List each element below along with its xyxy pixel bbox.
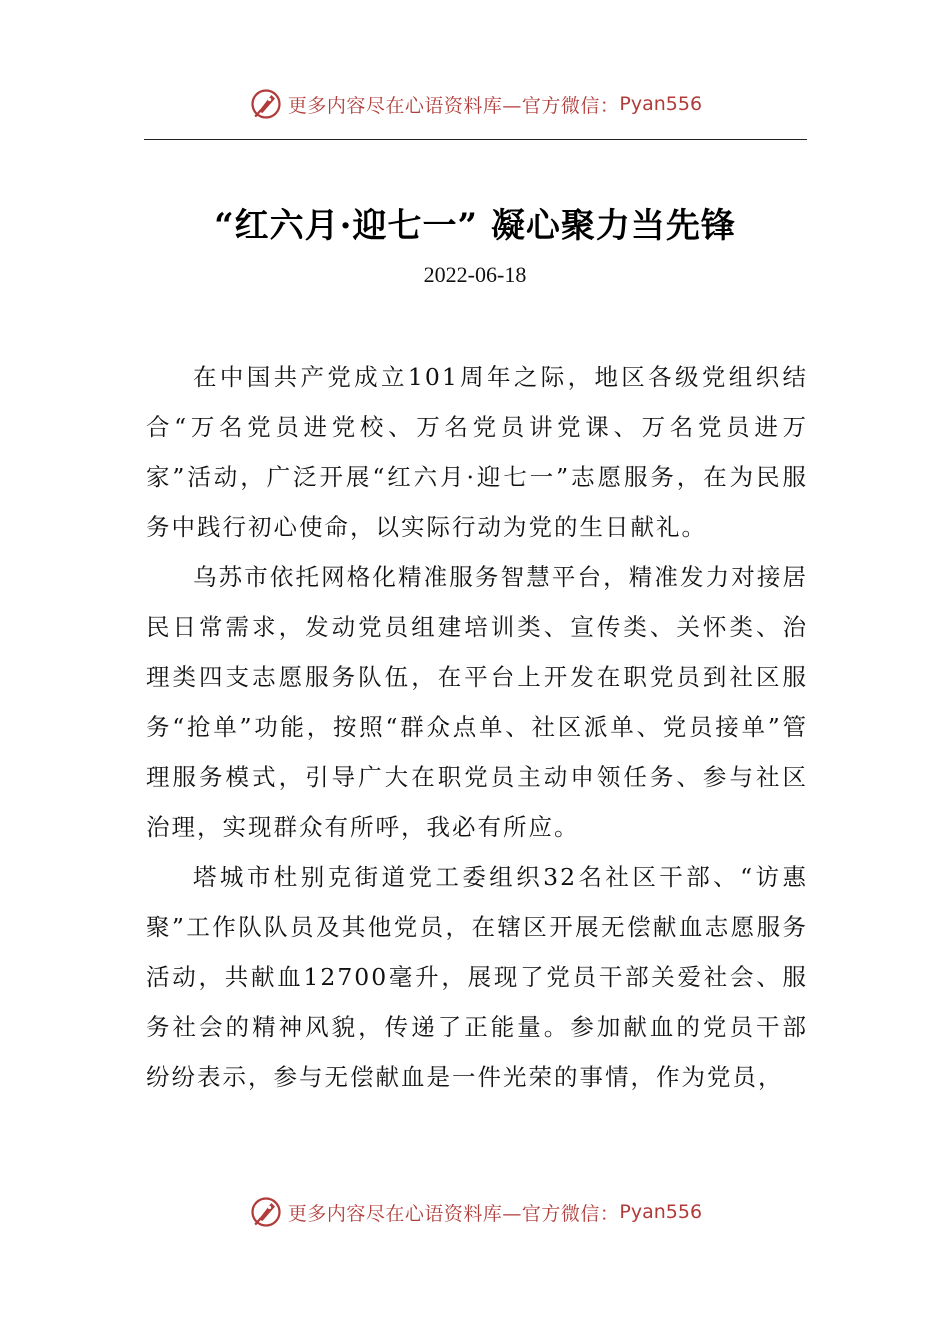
document-body	[146, 352, 808, 1102]
document-title: “红六月·迎七一” 凝心聚力当先锋	[214, 206, 736, 246]
pen-nib-logo-icon	[248, 86, 284, 122]
footer-banner-text: 更多内容尽在心语资料库—官方微信：	[287, 1202, 620, 1225]
document-date: 2022-06-18	[423, 262, 527, 287]
pen-nib-logo-icon	[248, 1194, 284, 1230]
header-banner	[0, 82, 950, 126]
header-divider	[144, 139, 807, 140]
paragraph: 在中国共产党成立101周年之际，地区各级党组织结合“万名党员进党校、万名党员讲党课、万名党员进万家”活动，广泛开展“红六月·迎七一”志愿服务，在为民服务中践行初心使命，以实际行动为党的生日献礼。	[146, 363, 808, 541]
paragraph: 乌苏市依托网格化精准服务智慧平台，精准发力对接居民日常需求，发动党员组建培训类、宣传类、关怀类、治理类四支志愿服务队伍，在平台上开发在职党员到社区服务“抢单”功能，按照“群众点单、社区派单、党员接单”管理服务模式，引导广大在职党员主动申领任务、参与社区治理，实现群众有所呼，我必有所应。	[146, 563, 808, 841]
footer-banner	[0, 1190, 950, 1234]
header-banner-text: 更多内容尽在心语资料库—官方微信：	[287, 94, 620, 117]
paragraph: 塔城市杜别克街道党工委组织32名社区干部、“访惠聚”工作队队员及其他党员，在辖区开展无偿献血志愿服务活动，共献血12700毫升，展现了党员干部关爱社会、服务社会的精神风貌，传递了正能量。参加献血的党员干部纷纷表示，参与无偿献血是一件光荣的事情，作为党员，	[146, 863, 808, 1091]
footer-wechat-id: Pyan556	[619, 1201, 703, 1223]
header-wechat-id: Pyan556	[619, 93, 703, 115]
